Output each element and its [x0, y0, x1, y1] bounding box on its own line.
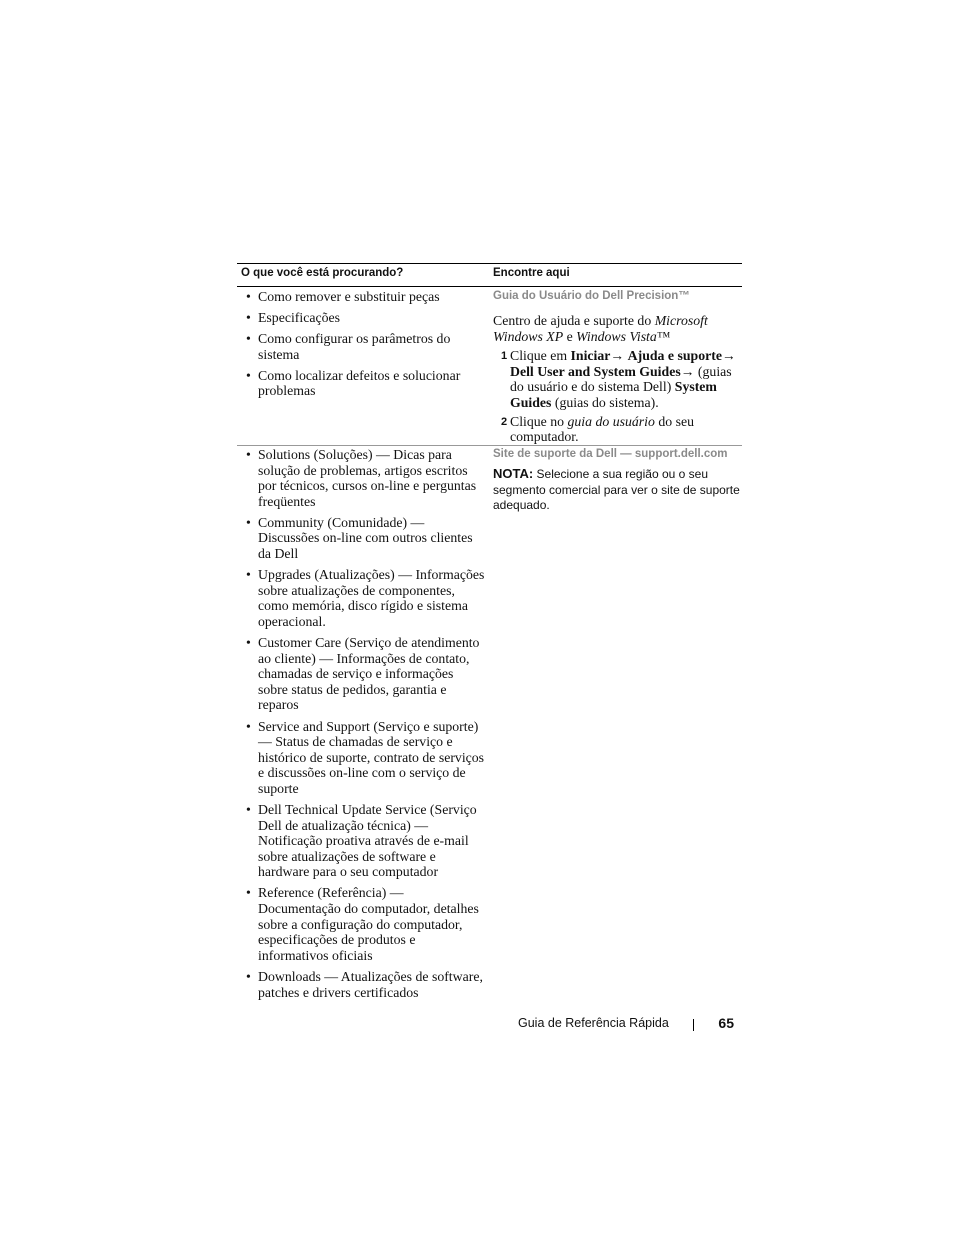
row1-topics [245, 289, 485, 405]
row2-topics [245, 446, 485, 1000]
list-item: • Customer Care (Serviço de atendimento ao cliente) — Informações de contato, chamadas de serviço e informações sobre status de pedidos, garantia e reparos [245, 635, 485, 713]
list-item: • Como localizar defeitos e solucionar problemas [245, 368, 485, 399]
list-item: • Upgrades (Atualizações) — Informações sobre atualizações de componentes, como memória, disco rígido e sistema operacional. [245, 567, 485, 629]
header-what-looking-for: O que você está procurando? [241, 267, 404, 279]
row2-resource [493, 448, 741, 514]
footer-divider [693, 1019, 694, 1031]
step-1: 1 Clique em Iniciar→ Ajuda e suporte→ Dell User and System Guides→ (guias do usuário e do sistema Dell) System Guides (guias do sistema). [501, 348, 736, 410]
list-item: • Service and Support (Serviço e suporte) — Status de chamadas de serviço e histórico de suporte, contrato de serviços e discussões on-line com o serviço de suporte [245, 719, 485, 797]
support-site-url[interactable]: support.dell.com [634, 448, 728, 460]
help-steps [493, 348, 741, 445]
note-text: NOTA: Selecione a sua região ou o seu segmento comercial para ver o site de suporte adequado. [493, 466, 740, 512]
support-site-title: Site de suporte da Dell — support.dell.com [493, 448, 728, 460]
list-item: • Especificações [245, 310, 485, 326]
table-row [237, 287, 742, 445]
row2-bullet-list [245, 447, 485, 1000]
list-item: • Dell Technical Update Service (Serviço Dell de atualização técnica) — Notificação proativa através de e-mail sobre atualizações de software e hardware para o seu computador [245, 802, 485, 880]
guide-name: Guia de Referência Rápida [518, 1016, 669, 1030]
header-find-here: Encontre aqui [493, 267, 570, 279]
page-number: 65 [718, 1015, 734, 1031]
note-label: NOTA: [493, 466, 534, 481]
list-item: • Reference (Referência) — Documentação do computador, detalhes sobre a configuração do computador, especificações de produtos e informativos oficiais [245, 885, 485, 963]
list-item: • Community (Comunidade) — Discussões on-line com outros clientes da Dell [245, 515, 485, 562]
list-item: • Como configurar os parâmetros do sistema [245, 331, 485, 362]
row1-resource [493, 290, 741, 448]
help-center-intro: Centro de ajuda e suporte do Microsoft Windows XP e Windows Vista™ [493, 313, 708, 344]
list-item: • Downloads — Atualizações de software, patches e drivers certificados [245, 969, 485, 1000]
precision-guide-title: Guia do Usuário do Dell Precision™ [493, 290, 690, 302]
list-item: • Solutions (Soluções) — Dicas para solução de problemas, artigos escritos por técnicos, cursos on-line e perguntas freqüentes [245, 447, 485, 509]
reference-table [237, 263, 742, 1006]
table-header [237, 263, 742, 287]
table-row [237, 445, 742, 1000]
row1-bullet-list [245, 289, 485, 399]
page-footer [518, 1016, 736, 1030]
step-2: 2 Clique no guia do usuário do seu computador. [501, 413, 694, 445]
list-item: • Como remover e substituir peças [245, 289, 485, 305]
